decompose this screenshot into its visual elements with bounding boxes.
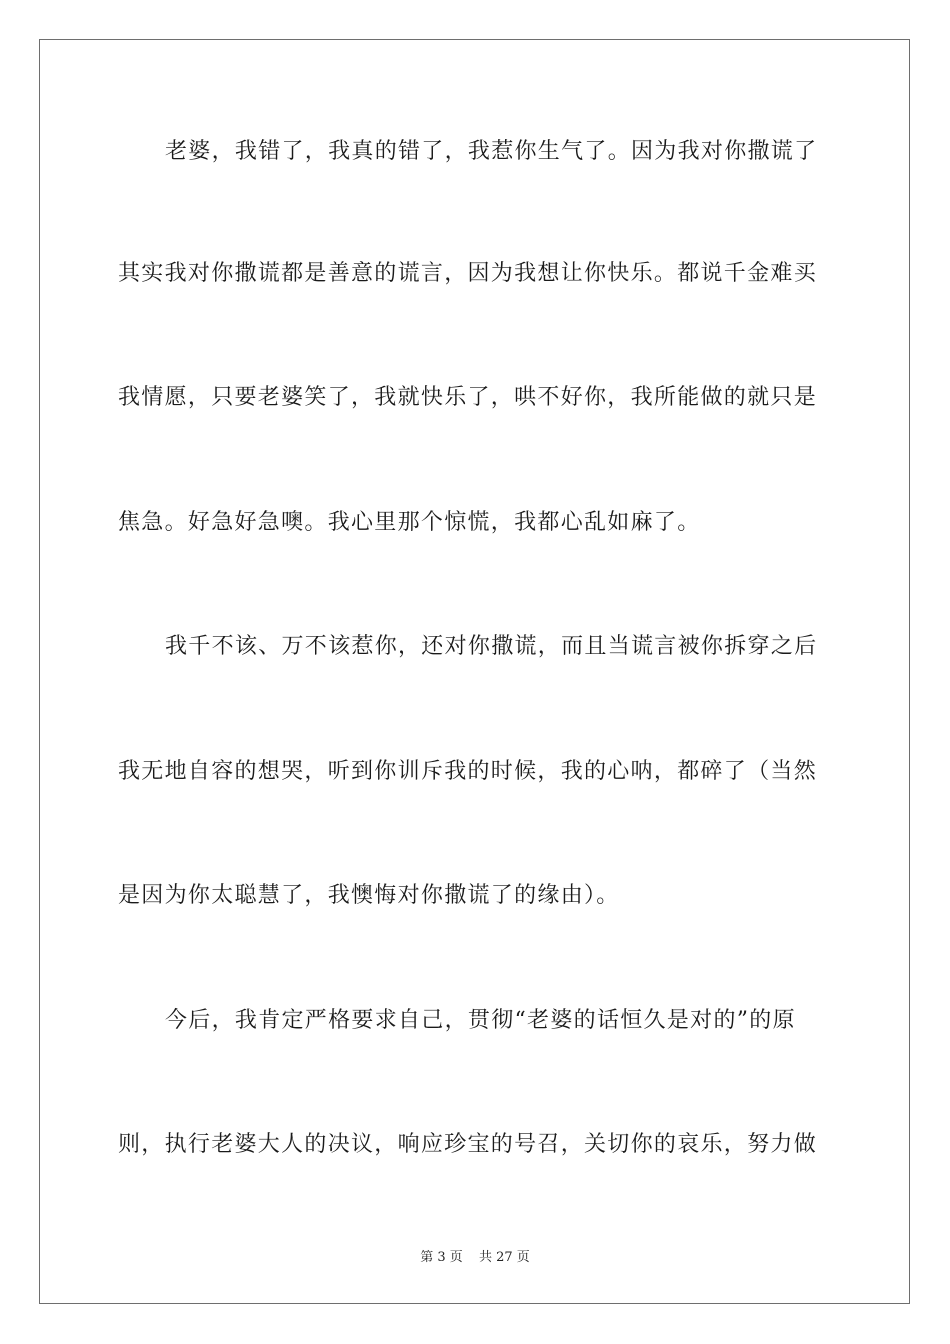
text-line: 其实我对你撒谎都是善意的谎言，因为我想让你快乐。都说千金难买 — [118, 261, 818, 286]
text-line: 我无地自容的想哭，听到你训斥我的时候，我的心呐，都碎了（当然 — [118, 759, 818, 784]
text-line: 我情愿，只要老婆笑了，我就快乐了，哄不好你，我所能做的就只是 — [118, 385, 818, 410]
text-line: 老婆，我错了，我真的错了，我惹你生气了。因为我对你撒谎了 — [165, 139, 818, 164]
text-line: 是因为你太聪慧了，我懊悔对你撒谎了的缘由）。 — [118, 883, 620, 908]
page-total: 共 27 页 — [478, 1250, 530, 1265]
page-border — [39, 39, 910, 1304]
text-line: 则，执行老婆大人的决议，响应珍宝的号召，关切你的哀乐，努力做 — [118, 1132, 818, 1157]
text-line: 焦急。好急好急噢。我心里那个惊慌，我都心乱如麻了。 — [118, 510, 701, 535]
page-number: 第 3 页 — [420, 1250, 463, 1265]
text-line: 我千不该、万不该惹你，还对你撒谎，而且当谎言被你拆穿之后 — [165, 634, 818, 659]
page-footer — [0, 1246, 950, 1265]
text-line: 今后，我肯定严格要求自己，贯彻“老婆的话恒久是对的”的原 — [165, 1008, 796, 1033]
